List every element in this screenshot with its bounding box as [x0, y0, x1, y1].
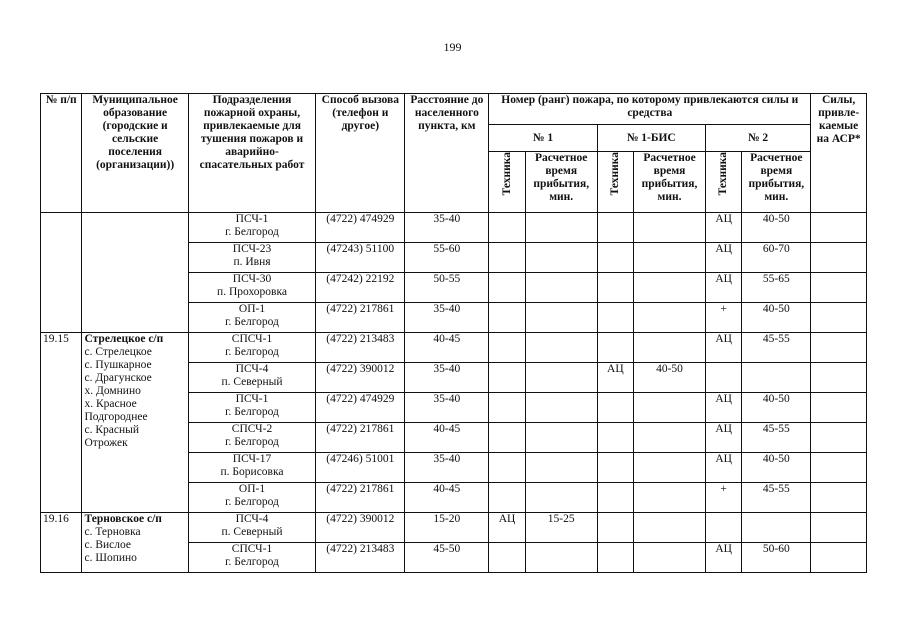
call-method: (4722) 217861: [316, 423, 405, 453]
municipality-settlement: Отрожек: [84, 437, 128, 449]
municipality-settlement: с. Драгунское: [84, 372, 152, 384]
distance: 35-40: [405, 213, 489, 243]
rank1bis-tech: [597, 513, 633, 543]
rank1-tech: [489, 333, 525, 363]
table-row: [41, 513, 867, 543]
rank2-tech: +: [705, 303, 741, 333]
unit-name: ПСЧ-4: [235, 363, 269, 375]
unit-name: ПСЧ-17: [232, 453, 272, 465]
distance: 40-45: [405, 483, 489, 513]
rank1bis-time: [634, 243, 706, 273]
asr-forces: [811, 333, 867, 363]
rank1-tech: АЦ: [489, 513, 525, 543]
header-rank-2: № 2: [705, 125, 810, 152]
rank1-tech: [489, 273, 525, 303]
rank2-time: 60-70: [742, 243, 811, 273]
rank1-tech: [489, 543, 525, 573]
header-rank-1: № 1: [489, 125, 597, 152]
rank1-tech: [489, 243, 525, 273]
rank1bis-tech: АЦ: [597, 363, 633, 393]
rank1-tech: [489, 423, 525, 453]
municipality-settlement: с. Терновка: [84, 526, 141, 538]
municipality-settlement: с. Стрелецкое: [84, 346, 152, 358]
rank1bis-tech: [597, 273, 633, 303]
rank1bis-tech: [597, 453, 633, 483]
unit-cell: [188, 333, 316, 363]
rank1-tech: [489, 483, 525, 513]
asr-forces: [811, 423, 867, 453]
table-header: [41, 94, 867, 213]
rank2-tech: АЦ: [705, 243, 741, 273]
row-number: 19.16: [41, 513, 82, 573]
rank1-time: [525, 393, 597, 423]
row-number: 19.15: [41, 333, 82, 513]
unit-name: ПСЧ-1: [235, 393, 269, 405]
rank2-time: [742, 363, 811, 393]
rank2-tech: [705, 363, 741, 393]
rank1-tech: [489, 453, 525, 483]
municipality-cell: [82, 213, 188, 333]
unit-location: п. Борисовка: [220, 466, 284, 478]
rank1-tech: [489, 213, 525, 243]
unit-location: г. Белгород: [225, 436, 279, 448]
rank1bis-time: [634, 393, 706, 423]
unit-location: г. Белгород: [225, 316, 279, 328]
rank2-time: 40-50: [742, 303, 811, 333]
header-num: № п/п: [41, 94, 82, 213]
rank1-time: 15-25: [525, 513, 597, 543]
rank1bis-tech: [597, 543, 633, 573]
rank1-time: [525, 333, 597, 363]
table-body: [41, 213, 867, 573]
unit-location: г. Белгород: [225, 226, 279, 238]
rank2-tech: АЦ: [705, 393, 741, 423]
asr-forces: [811, 303, 867, 333]
call-method: (4722) 474929: [316, 393, 405, 423]
municipality-settlement: х. Домнино: [84, 385, 141, 397]
municipality-cell: [82, 333, 188, 513]
header-tech-1bis: Техника: [597, 152, 633, 213]
unit-location: п. Северный: [221, 376, 283, 388]
rank1bis-tech: [597, 213, 633, 243]
unit-cell: [188, 393, 316, 423]
municipality-cell: [82, 513, 188, 573]
call-method: (4722) 474929: [316, 213, 405, 243]
rank1bis-tech: [597, 423, 633, 453]
municipality-settlement: с. Вислое: [84, 539, 132, 551]
call-method: (4722) 390012: [316, 363, 405, 393]
call-method: (47246) 51001: [316, 453, 405, 483]
asr-forces: [811, 363, 867, 393]
header-municipality: Муниципальное образование (городские и сельские поселения (организации)): [82, 94, 188, 213]
header-time-2: Расчетное время прибытия, мин.: [742, 152, 811, 213]
rank1bis-time: 40-50: [634, 363, 706, 393]
unit-cell: [188, 453, 316, 483]
distance: 35-40: [405, 393, 489, 423]
call-method: (4722) 213483: [316, 543, 405, 573]
asr-forces: [811, 393, 867, 423]
rank1bis-time: [634, 513, 706, 543]
municipality-settlement: х. Красное: [84, 398, 137, 410]
municipality-title: Терновское с/п: [84, 513, 162, 525]
unit-name: СПСЧ-1: [231, 543, 273, 555]
asr-forces: [811, 243, 867, 273]
unit-location: г. Белгород: [225, 556, 279, 568]
unit-location: п. Ивня: [233, 256, 271, 268]
rank1bis-time: [634, 213, 706, 243]
unit-name: ПСЧ-1: [235, 213, 269, 225]
municipality-title: Стрелецкое с/п: [84, 333, 164, 345]
municipality-settlement: Подгороднее: [84, 411, 148, 423]
rank1-time: [525, 243, 597, 273]
rank1bis-time: [634, 303, 706, 333]
call-method: (4722) 217861: [316, 483, 405, 513]
header-rank-1bis: № 1-БИС: [597, 125, 705, 152]
header-asr: Силы, привле-каемые на АСР*: [811, 94, 867, 213]
unit-cell: [188, 363, 316, 393]
unit-cell: [188, 483, 316, 513]
rank1-tech: [489, 363, 525, 393]
asr-forces: [811, 453, 867, 483]
rank1bis-time: [634, 483, 706, 513]
rank2-time: 40-50: [742, 393, 811, 423]
rank1bis-tech: [597, 333, 633, 363]
call-method: (4722) 217861: [316, 303, 405, 333]
rank2-tech: АЦ: [705, 273, 741, 303]
rank1-time: [525, 543, 597, 573]
rank1-time: [525, 303, 597, 333]
distance: 35-40: [405, 453, 489, 483]
rank1bis-time: [634, 453, 706, 483]
rank1bis-tech: [597, 303, 633, 333]
unit-name: ПСЧ-4: [235, 513, 269, 525]
rank1bis-tech: [597, 483, 633, 513]
rank1-time: [525, 363, 597, 393]
fire-response-table: [40, 93, 867, 573]
table-row: [41, 333, 867, 363]
unit-cell: [188, 543, 316, 573]
municipality-settlement: с. Красный: [84, 424, 140, 436]
row-number: [41, 213, 82, 333]
call-method: (4722) 213483: [316, 333, 405, 363]
rank1-time: [525, 453, 597, 483]
rank2-time: 55-65: [742, 273, 811, 303]
unit-name: ОП-1: [238, 303, 266, 315]
unit-cell: [188, 303, 316, 333]
distance: 50-55: [405, 273, 489, 303]
distance: 40-45: [405, 333, 489, 363]
rank2-tech: АЦ: [705, 423, 741, 453]
rank2-time: 45-55: [742, 483, 811, 513]
asr-forces: [811, 273, 867, 303]
header-tech-2: Техника: [705, 152, 741, 213]
distance: 40-45: [405, 423, 489, 453]
rank1-time: [525, 483, 597, 513]
rank1bis-tech: [597, 243, 633, 273]
rank2-tech: +: [705, 483, 741, 513]
distance: 55-60: [405, 243, 489, 273]
rank2-tech: АЦ: [705, 213, 741, 243]
unit-name: СПСЧ-2: [231, 423, 273, 435]
unit-name: ОП-1: [238, 483, 266, 495]
header-call-method: Способ вызова (телефон и другое): [316, 94, 405, 213]
unit-location: п. Прохоровка: [217, 286, 287, 298]
unit-name: ПСЧ-23: [232, 243, 272, 255]
distance: 35-40: [405, 303, 489, 333]
header-time-1bis: Расчетное время прибытия, мин.: [634, 152, 706, 213]
asr-forces: [811, 213, 867, 243]
unit-location: г. Белгород: [225, 496, 279, 508]
rank2-time: 45-55: [742, 423, 811, 453]
header-distance: Расстояние до населенного пункта, км: [405, 94, 489, 213]
rank2-time: 40-50: [742, 213, 811, 243]
rank2-tech: АЦ: [705, 543, 741, 573]
unit-cell: [188, 423, 316, 453]
municipality-settlement: с. Шопино: [84, 552, 137, 564]
unit-name: СПСЧ-1: [231, 333, 273, 345]
rank2-tech: АЦ: [705, 453, 741, 483]
table-row: [41, 213, 867, 243]
asr-forces: [811, 483, 867, 513]
call-method: (4722) 390012: [316, 513, 405, 543]
distance: 35-40: [405, 363, 489, 393]
unit-cell: [188, 513, 316, 543]
unit-cell: [188, 243, 316, 273]
municipality-settlement: с. Пушкарное: [84, 359, 152, 371]
rank2-tech: [705, 513, 741, 543]
rank2-time: 50-60: [742, 543, 811, 573]
rank1bis-time: [634, 423, 706, 453]
rank1-tech: [489, 303, 525, 333]
rank2-time: [742, 513, 811, 543]
rank1-time: [525, 273, 597, 303]
rank1-tech: [489, 393, 525, 423]
call-method: (47242) 22192: [316, 273, 405, 303]
call-method: (47243) 51100: [316, 243, 405, 273]
rank1bis-time: [634, 333, 706, 363]
page-number: 199: [443, 40, 462, 54]
asr-forces: [811, 543, 867, 573]
rank1bis-tech: [597, 393, 633, 423]
unit-location: г. Белгород: [225, 346, 279, 358]
header-tech-1: Техника: [489, 152, 525, 213]
rank1-time: [525, 423, 597, 453]
unit-cell: [188, 273, 316, 303]
header-time-1: Расчетное время прибытия, мин.: [525, 152, 597, 213]
asr-forces: [811, 513, 867, 543]
rank1-time: [525, 213, 597, 243]
unit-cell: [188, 213, 316, 243]
unit-location: г. Белгород: [225, 406, 279, 418]
unit-location: п. Северный: [221, 526, 283, 538]
unit-name: ПСЧ-30: [232, 273, 272, 285]
rank1bis-time: [634, 273, 706, 303]
distance: 45-50: [405, 543, 489, 573]
rank1bis-time: [634, 543, 706, 573]
rank2-tech: АЦ: [705, 333, 741, 363]
rank2-time: 45-55: [742, 333, 811, 363]
header-unit: Подразделения пожарной охраны, привлекаемые для тушения пожаров и аварийно-спасательных работ: [188, 94, 316, 213]
rank2-time: 40-50: [742, 453, 811, 483]
header-fire-rank: Номер (ранг) пожара, по которому привлекаются силы и средства: [489, 94, 811, 125]
distance: 15-20: [405, 513, 489, 543]
